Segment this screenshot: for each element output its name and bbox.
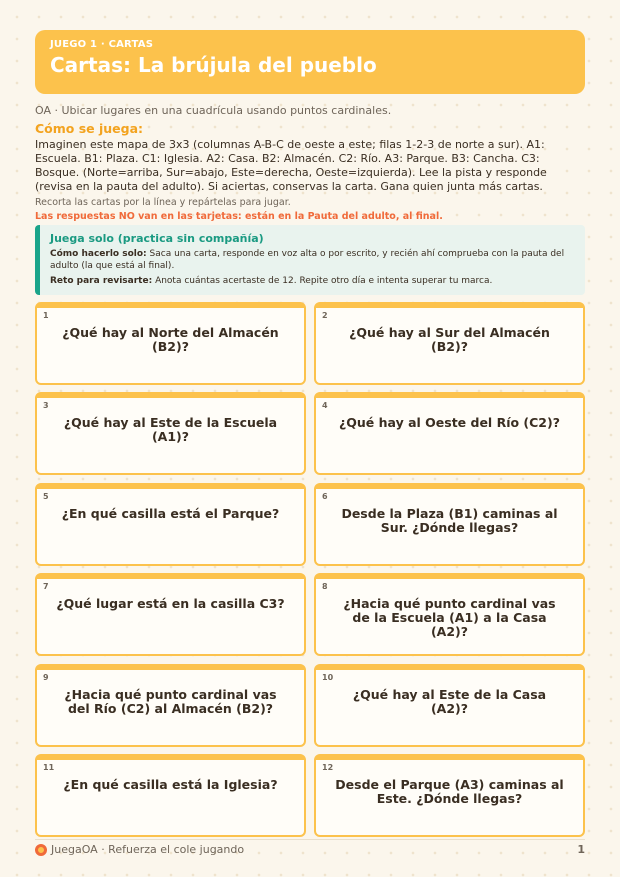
card-number: 10 bbox=[322, 673, 334, 682]
card-question: ¿Qué hay al Norte del Almacén (B2)? bbox=[62, 325, 279, 354]
solo-challenge-label: Reto para revisarte: bbox=[50, 276, 153, 286]
solo-challenge-text: Anota cuántas acertaste de 12. Repite otro día e intenta superar tu marca. bbox=[155, 276, 493, 286]
game-card-8 bbox=[314, 573, 585, 656]
cut-instructions: Recorta las cartas por la línea y repártelas para jugar. bbox=[35, 197, 291, 208]
footer-divider bbox=[35, 839, 585, 840]
card-number: 12 bbox=[322, 763, 334, 772]
solo-play-heading: Juega solo (practica sin compañía) bbox=[50, 232, 264, 245]
card-question: ¿Qué lugar está en la casilla C3? bbox=[56, 596, 285, 611]
card-number: 1 bbox=[43, 311, 49, 320]
game-card-1 bbox=[35, 302, 306, 385]
card-number: 4 bbox=[322, 401, 328, 410]
card-question: ¿En qué casilla está el Parque? bbox=[61, 506, 280, 521]
how-to-play-heading: Cómo se juega: bbox=[35, 121, 144, 136]
card-number: 3 bbox=[43, 401, 49, 410]
game-card-4 bbox=[314, 392, 585, 475]
solo-how-text: Saca una carta, responde en voz alta o por escrito, y recién ahí comprueba con la pauta del adulto (la que está al final). bbox=[50, 249, 565, 271]
page-header bbox=[35, 30, 585, 94]
game-card-3 bbox=[35, 392, 306, 475]
game-card-12 bbox=[314, 754, 585, 837]
card-question: ¿Hacia qué punto cardinal vas de la Escuela (A1) a la Casa (A2)? bbox=[343, 596, 556, 639]
answers-notice: Las respuestas NO van en las tarjetas: están en la Pauta del adulto, al final. bbox=[35, 211, 443, 222]
card-question: ¿Qué hay al Este de la Escuela (A1)? bbox=[63, 415, 278, 444]
target-icon bbox=[35, 844, 47, 856]
solo-how-line bbox=[50, 248, 575, 272]
solo-how-label: Cómo hacerlo solo: bbox=[50, 249, 147, 259]
game-card-5 bbox=[35, 483, 306, 566]
page-footer bbox=[35, 843, 585, 859]
footer-brand: JuegaOA · Refuerza el cole jugando bbox=[51, 843, 245, 856]
game-card-11 bbox=[35, 754, 306, 837]
how-to-play-text: Imaginen este mapa de 3x3 (columnas A-B-C de oeste a este; filas 1-2-3 de norte a sur). A1: Escuela. B1: Plaza. C1: Iglesia. A2: Casa. B2: Almacén. C2: Río. A3: Parque. B3: Cancha. C3: Bosque. (Norte=arriba, Sur=abajo, Este=derecha, Oeste=izquierda). Lee la pista y responde (revisa en la pauta del adulto). Si aciertas, conservas la carta. Gana quien junta más cartas. bbox=[35, 138, 547, 193]
card-question: Desde el Parque (A3) caminas al Este. ¿Dónde llegas? bbox=[335, 777, 564, 806]
page-number: 1 bbox=[577, 843, 585, 856]
card-number: 7 bbox=[43, 582, 49, 591]
card-question: Desde la Plaza (B1) caminas al Sur. ¿Dónde llegas? bbox=[341, 506, 558, 535]
card-number: 9 bbox=[43, 673, 49, 682]
card-number: 11 bbox=[43, 763, 55, 772]
card-question: ¿Qué hay al Oeste del Río (C2)? bbox=[339, 415, 560, 430]
game-card-2 bbox=[314, 302, 585, 385]
page-title: Cartas: La brújula del pueblo bbox=[50, 53, 377, 77]
card-number: 8 bbox=[322, 582, 328, 591]
card-number: 5 bbox=[43, 492, 49, 501]
card-question: ¿En qué casilla está la Iglesia? bbox=[63, 777, 278, 792]
card-question: ¿Qué hay al Este de la Casa (A2)? bbox=[352, 687, 547, 716]
card-number: 2 bbox=[322, 311, 328, 320]
header-kicker: JUEGO 1 · CARTAS bbox=[50, 39, 154, 50]
intro-section bbox=[35, 104, 585, 222]
learning-objective: OA · Ubicar lugares en una cuadrícula usando puntos cardinales. bbox=[35, 104, 392, 117]
card-question: ¿Qué hay al Sur del Almacén (B2)? bbox=[349, 325, 550, 354]
game-card-9 bbox=[35, 664, 306, 747]
solo-play-box bbox=[35, 225, 585, 295]
card-question: ¿Hacia qué punto cardinal vas del Río (C2) al Almacén (B2)? bbox=[64, 687, 277, 716]
card-number: 6 bbox=[322, 492, 328, 501]
solo-challenge-line bbox=[50, 275, 575, 287]
game-card-10 bbox=[314, 664, 585, 747]
game-card-6 bbox=[314, 483, 585, 566]
game-card-7 bbox=[35, 573, 306, 656]
